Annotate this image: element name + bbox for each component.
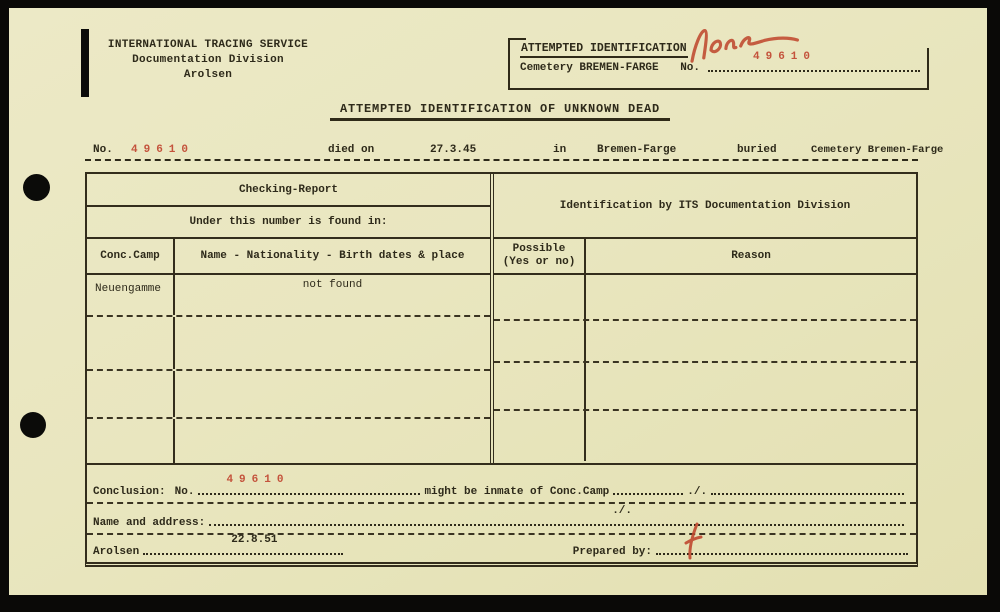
letterhead-division: Documentation Division: [132, 54, 284, 66]
conclusion-label: Conclusion:: [93, 486, 166, 498]
table-row: [494, 321, 916, 363]
death-date: 27.3.45: [430, 144, 477, 156]
handwritten-initial-mark: [682, 521, 704, 561]
case-no-label: No.: [93, 144, 113, 156]
checking-report-subtitle: Under this number is found in:: [87, 207, 490, 239]
possible-cell: [494, 321, 586, 361]
checking-report-title: Checking-Report: [87, 174, 490, 207]
scan-edge-mark: [81, 29, 89, 97]
table-row: [87, 275, 490, 317]
result-cell: not found: [302, 279, 363, 291]
conclusion-section: [85, 465, 918, 567]
case-line: [85, 133, 944, 161]
table-row: [87, 419, 490, 463]
date-line: [143, 534, 343, 555]
identification-header-row: [494, 239, 916, 275]
camp-cell: [87, 371, 175, 417]
camp-cell: [87, 419, 175, 463]
conclusion-number-stamp: 49610: [226, 474, 290, 486]
table-row: [87, 371, 490, 419]
camp-cell: [87, 317, 175, 369]
conclusion-no-label: No.: [174, 486, 195, 498]
signature-row: [87, 535, 916, 562]
camp-value: ./.: [687, 486, 708, 498]
buried-label: buried: [737, 144, 777, 156]
table-row: [494, 363, 916, 411]
letterhead-org: INTERNATIONAL TRACING SERVICE: [107, 39, 309, 51]
idbox-number-stamp: 49610: [753, 51, 817, 63]
reason-cell: [586, 359, 916, 413]
reason-cell: [586, 271, 916, 323]
handwriting-initial-icon: [682, 521, 704, 561]
date-value: 22.8.51: [231, 534, 278, 546]
prepared-by-label: Prepared by:: [572, 546, 652, 558]
idbox-number-line: [708, 51, 920, 72]
letterhead: [98, 38, 318, 83]
reason-cell: [586, 407, 916, 465]
table-row: [494, 411, 916, 461]
letterhead-city: Arolsen: [183, 69, 233, 81]
death-place: Bremen-Farge: [597, 144, 677, 156]
idbox-no-label: No.: [680, 62, 700, 74]
possible-cell: [494, 363, 586, 409]
its-identification-section: [490, 174, 916, 463]
conclusion-number-line: [198, 474, 420, 495]
col-header-conc-camp: Conc.Camp: [87, 239, 175, 273]
checking-report-section: [87, 174, 490, 463]
punch-hole-bottom: [20, 412, 46, 438]
table-row: [87, 317, 490, 371]
dotted-line: [613, 489, 683, 495]
case-number-stamp: 49610: [131, 144, 195, 156]
possible-cell: [494, 411, 586, 461]
form-title: ATTEMPTED IDENTIFICATION OF UNKNOWN DEAD: [330, 102, 670, 121]
conclusion-row: [87, 465, 916, 504]
possible-label-line2: (Yes or no): [502, 256, 576, 268]
possible-cell: [494, 275, 586, 319]
result-cell: [175, 313, 490, 373]
reason-cell: [586, 317, 916, 365]
result-cell: [175, 415, 490, 467]
idbox-title: ATTEMPTED IDENTIFICATION: [520, 42, 688, 58]
possible-label-line1: Possible: [512, 243, 566, 255]
col-header-name-nationality: Name - Nationality - Birth dates & place: [200, 250, 465, 262]
identification-title: Identification by ITS Documentation Division: [494, 174, 916, 239]
dotted-line: [711, 489, 904, 495]
died-on-label: died on: [328, 144, 375, 156]
name-address-row: [87, 504, 916, 535]
form-title-wrap: [0, 99, 1000, 121]
result-cell: [175, 367, 490, 421]
col-header-reason: Reason: [731, 250, 771, 262]
col-header-possible: [494, 239, 586, 273]
in-label: in: [553, 144, 567, 156]
handwritten-none-annotation: [680, 14, 805, 64]
burial-place: Cemetery Bremen-Farge: [811, 144, 944, 156]
checking-identification-table: [85, 172, 918, 465]
name-address-value: ./.: [612, 505, 632, 517]
prepared-by-line: [656, 549, 908, 555]
name-address-label: Name and address:: [93, 517, 206, 529]
checking-report-header-row: [87, 239, 490, 275]
camp-cell: Neuengamme: [87, 275, 175, 315]
name-address-line: [209, 505, 904, 526]
idbox-cemetery: Cemetery BREMEN-FARGE: [520, 62, 659, 74]
handwriting-none-icon: [680, 14, 805, 64]
might-be-inmate-text: might be inmate of Conc.Camp: [424, 486, 610, 498]
punch-hole-top: [23, 174, 50, 201]
table-row: [494, 275, 916, 321]
place-label: Arolsen: [93, 546, 140, 558]
